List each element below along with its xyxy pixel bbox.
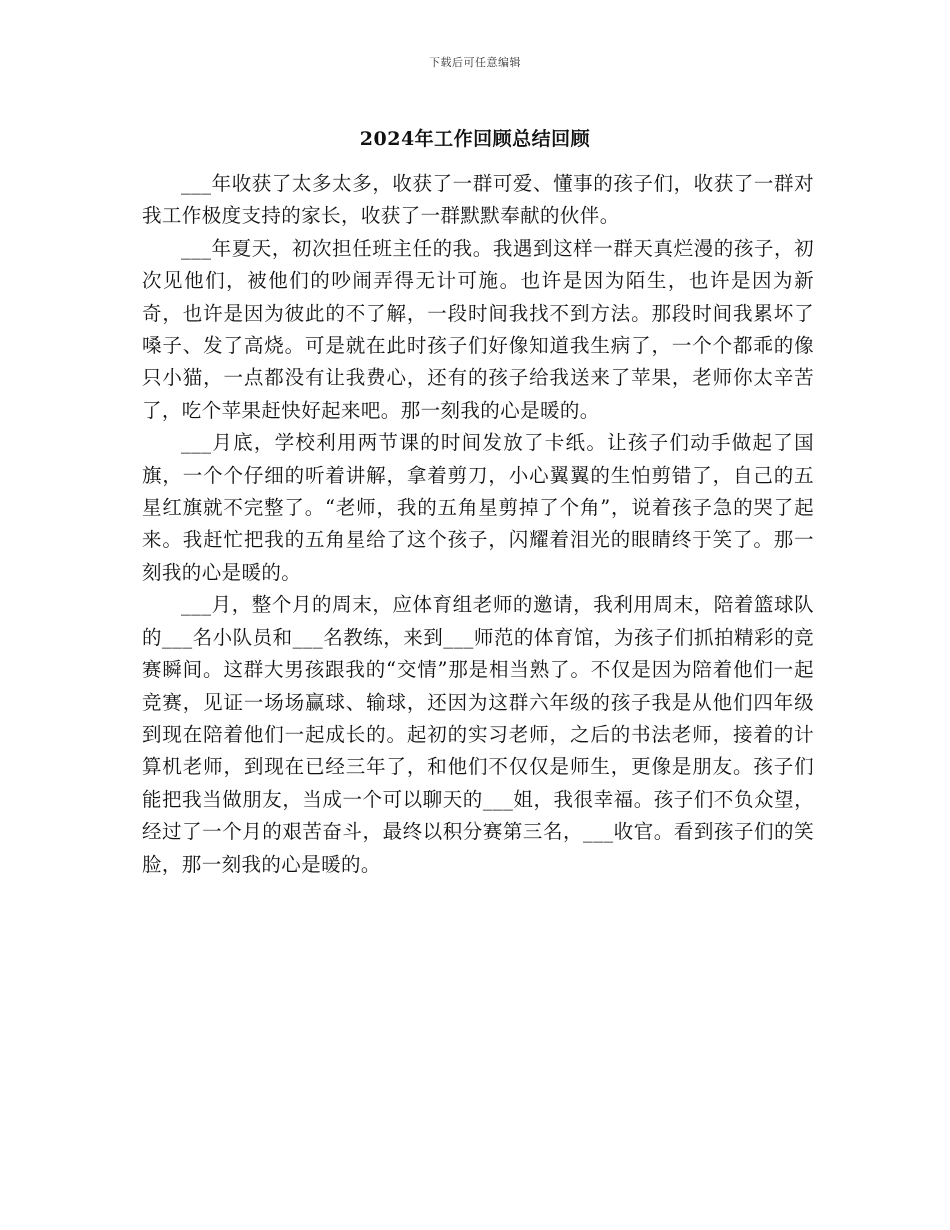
- paragraph-4: ___月，整个月的周末，应体育组老师的邀请，我利用周末，陪着篮球队的___名小队员和___名教练，来到___师范的体育馆，为孩子们抓拍精彩的竞赛瞬间。这群大男孩跟我的“交情”那是相当熟了。不仅是因为陪着他们一起竞赛，见证一场场赢球、输球，还因为这群六年级的孩子我是从他们四年级到现在陪着他们一起成长的。起初的实习老师，之后的书法老师，接着的计算机老师，到现在已经三年了，和他们不仅仅是师生，更像是朋友。孩子们能把我当做朋友，当成一个可以聊天的___姐，我很幸福。孩子们不负众望，经过了一个月的艰苦奋斗，最终以积分赛第三名，___收官。看到孩子们的笑脸，那一刻我的心是暖的。: [142, 593, 814, 876]
- paragraph-1: ___年收获了太多太多，收获了一群可爱、懂事的孩子们，收获了一群对我工作极度支持的家长，收获了一群默默奉献的伙伴。: [142, 172, 814, 228]
- paragraph-3: ___月底，学校利用两节课的时间发放了卡纸。让孩子们动手做起了国旗，一个个仔细的听着讲解，拿着剪刀，小心翼翼的生怕剪错了，自己的五星红旗就不完整了。“老师，我的五角星剪掉了个角”，说着孩子急的哭了起来。我赶忙把我的五角星给了这个孩子，闪耀着泪光的眼睛终于笑了。那一刻我的心是暖的。: [142, 431, 814, 584]
- document-body: [142, 168, 814, 881]
- paragraph-2: ___年夏天，初次担任班主任的我。我遇到这样一群天真烂漫的孩子，初次见他们，被他们的吵闹弄得无计可施。也许是因为陌生，也许是因为新奇，也许是因为彼此的不了解，一段时间我找不到方法。那段时间我累坏了嗓子、发了高烧。可是就在此时孩子们好像知道我生病了，一个个都乖的像只小猫，一点都没有让我费心，还有的孩子给我送来了苹果，老师你太辛苦了，吃个苹果赶快好起来吧。那一刻我的心是暖的。: [142, 236, 814, 422]
- header-note: 下载后可任意编辑: [429, 56, 521, 69]
- document-title: 2024年工作回顾总结回顾: [359, 128, 591, 150]
